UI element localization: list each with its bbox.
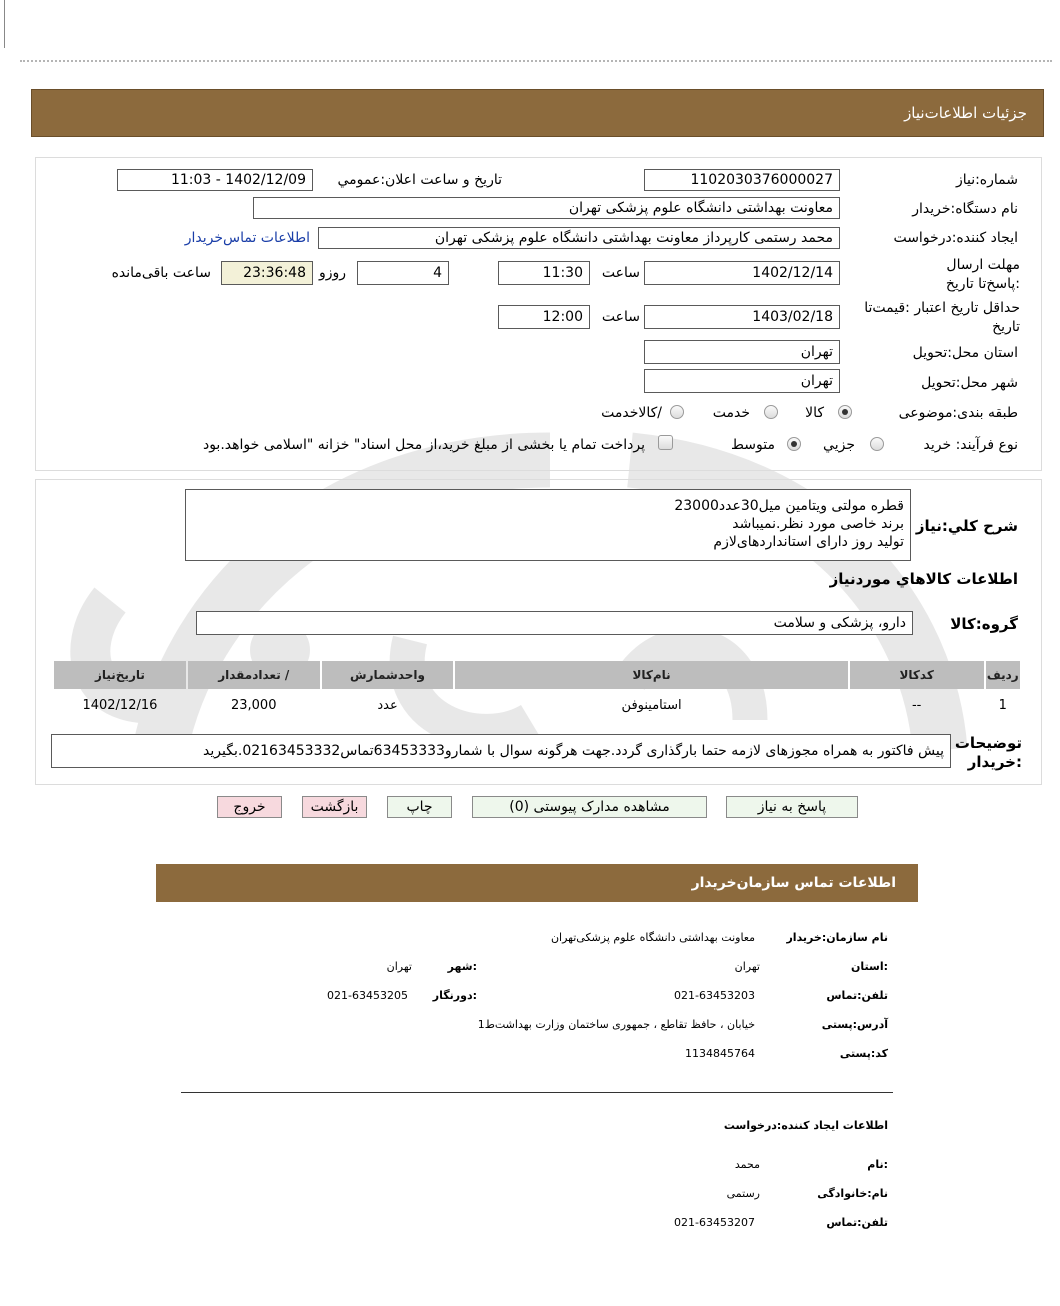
back-button[interactable]: بازگشت (302, 796, 367, 818)
contact-city-label: :شهر (447, 960, 477, 973)
treasury-payment-note: پرداخت تمام یا بخشی از مبلغ خرید،از محل اسناد" خزانه "اسلامی خواهد.بود (202, 437, 645, 453)
creator-name-label: :نام (867, 1158, 888, 1171)
province-field: تهران (644, 340, 840, 364)
page-header-bar (31, 89, 1044, 137)
reply-button[interactable]: پاسخ به نیاز (726, 796, 858, 818)
contact-fax-value: 021-63453205 (327, 989, 408, 1002)
view-attachments-button[interactable]: مشاهده مدارک پیوستی (0) (472, 796, 707, 818)
cell-goods-code: -- (911, 697, 922, 713)
process-label: نوع فرآیند: خرید (923, 437, 1018, 453)
remaining-label: ساعت باقی‌مانده (111, 265, 211, 281)
creator-info-title: اطلاعات ایجاد کننده:درخواست (723, 1119, 888, 1132)
contact-header-bar (156, 864, 918, 902)
buyer-notes-label: توضیحات :خریدار (954, 734, 1022, 771)
creator-phone-value: 021-63453207 (674, 1216, 755, 1229)
deadline-time-field: 11:30 (498, 261, 590, 285)
creator-phone-label: تلفن:تماس (826, 1216, 888, 1229)
validity-label: حداقل تاریخ اعتبار :قیمت‌تا تاریخ (864, 300, 1020, 335)
goods-group-field: دارو، پزشکی و سلامت (196, 611, 913, 635)
creator-name-value: محمد (734, 1158, 760, 1171)
announce-datetime-field: 1402/12/09 - 11:03 (117, 169, 313, 191)
description-line: برند خاصی مورد نظر.نمیباشد (732, 516, 904, 532)
description-box (185, 489, 911, 561)
creator-family-label: نام:خانوادگی (817, 1187, 888, 1200)
buyer-notes-box: پیش فاکتور به همراه مجوزهای لازمه حتما بارگذاری گردد.جهت هرگونه سوال با شمارو63453333تماس02163453332.بگیرید (51, 734, 951, 768)
contact-org-label: نام سازمان:خریدار (786, 931, 888, 944)
validity-time-label: ساعت (601, 309, 640, 325)
col-goods-code: کدکالا (850, 661, 984, 689)
col-unit: واحدشمارش (322, 661, 454, 689)
contact-title: اطلاعات تماس سازمان‌خریدار (691, 875, 896, 891)
print-button[interactable]: چاپ (387, 796, 452, 818)
treasury-payment-checkbox[interactable] (658, 435, 673, 450)
description-label: شرح کلي:نیاز (915, 517, 1018, 535)
need-number-field: 1102030376000027 (644, 169, 840, 191)
announce-label: تاریخ و ساعت اعلان:عمومي (337, 172, 502, 188)
contact-phone-value: 021-63453203 (674, 989, 755, 1002)
contact-phone-label: تلفن:تماس (826, 989, 888, 1002)
city-field: تهران (644, 369, 840, 393)
col-quantity: / تعدادمقدار (188, 661, 320, 689)
category-radio-goods-service[interactable] (670, 405, 684, 419)
text-cursor (4, 0, 5, 48)
province-label: استان محل:تحویل (912, 345, 1018, 361)
contact-fax-label: :دورنگار (432, 989, 477, 1002)
days-label: روزو (318, 265, 346, 281)
contact-address-label: آدرس:پستی (821, 1018, 888, 1031)
exit-button[interactable]: خروج (217, 796, 282, 818)
validity-date-field: 1403/02/18 (644, 305, 840, 329)
contact-org-value: معاونت بهداشتی دانشگاه علوم پزشکی‌تهران (550, 931, 755, 944)
goods-table-header (54, 661, 1020, 689)
table-row (54, 691, 1020, 719)
creator-family-value: رستمی (726, 1187, 760, 1200)
goods-group-label: گروه:کالا (950, 615, 1018, 633)
buyer-org-field: معاونت بهداشتی دانشگاه علوم پزشکی تهران (253, 197, 840, 219)
buyer-org-label: نام دستگاه:خریدار (912, 201, 1018, 217)
category-radio-service[interactable] (764, 405, 778, 419)
category-option-goods-service: /کالاخدمت (601, 405, 662, 421)
contact-city-value: تهران (386, 960, 412, 973)
contact-postal-label: کد:پستی (839, 1047, 888, 1060)
cell-unit: عدد (377, 697, 398, 713)
process-radio-medium[interactable] (787, 437, 801, 451)
page-title: جزئیات اطلاعات‌نیاز (904, 104, 1027, 122)
cell-need-date: 1402/12/16 (82, 697, 158, 713)
goods-section-title: اطلاعات کالاهاي موردنياز (829, 570, 1018, 588)
contact-postal-value: 1134845764 (685, 1047, 755, 1060)
contact-province-value: تهران (734, 960, 760, 973)
top-dotted-divider (20, 60, 1052, 62)
description-line: تولید روز دارای استانداردهای‌لازم (713, 534, 904, 550)
creator-label: ایجاد کننده:درخواست (893, 230, 1018, 246)
deadline-time-label: ساعت (601, 265, 640, 281)
category-option-service: خدمت (712, 405, 750, 421)
description-line: قطره مولتی ویتامین میل30عدد23000 (674, 498, 904, 514)
contact-address-value: خیابان ، حافظ تقاطع ، جمهوری ساختمان وزارت بهداشت‌ط1 (477, 1018, 755, 1031)
validity-time-field: 12:00 (498, 305, 590, 329)
contact-province-label: :استان (851, 960, 888, 973)
cell-quantity: 23,000 (230, 697, 277, 713)
col-goods-name: نام‌کالا (455, 661, 847, 689)
deadline-date-field: 1402/12/14 (644, 261, 840, 285)
process-option-minor: جزیي (823, 437, 855, 453)
category-radio-goods[interactable] (838, 405, 852, 419)
cell-row-number: 1 (998, 697, 1007, 713)
goods-table (52, 659, 1022, 721)
col-row-number: ردیف (986, 661, 1020, 689)
creator-field: محمد رستمی کارپرداز معاونت بهداشتی دانشگاه علوم پزشکی تهران (318, 227, 840, 249)
contact-divider (181, 1092, 893, 1093)
col-need-date: تاریخ‌نیاز (54, 661, 186, 689)
deadline-label: مهلت ارسال :پاسخ‌تا تاریخ (945, 257, 1020, 292)
cell-goods-name: استامینوفن (621, 697, 682, 713)
category-option-goods: کالا (805, 405, 824, 421)
process-option-medium: متوسط (731, 437, 775, 453)
remaining-time-field: 23:36:48 (221, 261, 313, 285)
days-field: 4 (357, 261, 449, 285)
process-radio-minor[interactable] (870, 437, 884, 451)
buyer-contact-link[interactable]: اطلاعات تماس‌خریدار (184, 230, 310, 246)
category-label: طبقه بندی:موضوعی (898, 405, 1018, 421)
city-label: شهر محل:تحویل (921, 375, 1018, 391)
need-number-label: شماره:نیاز (955, 172, 1018, 188)
